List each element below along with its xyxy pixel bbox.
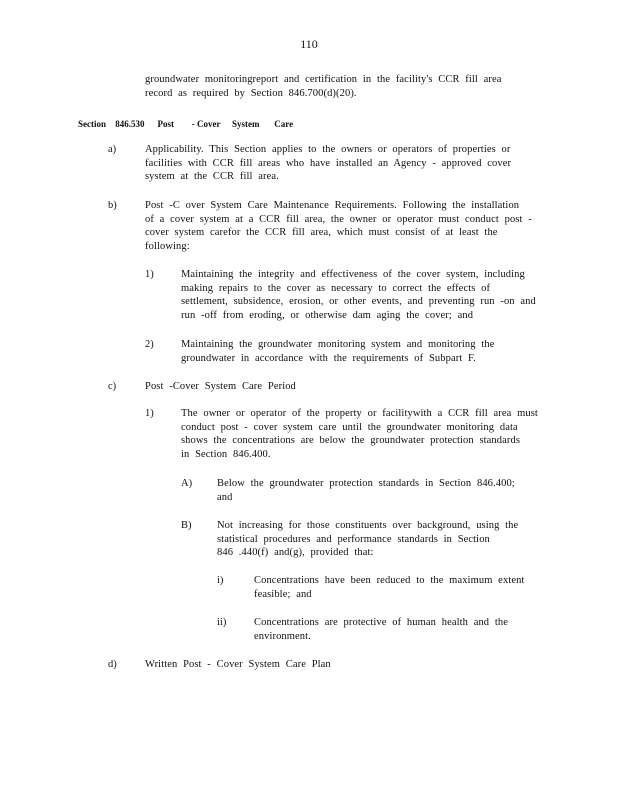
item-label-d: d) — [108, 659, 117, 670]
item-c1Bii-paragraph — [254, 616, 508, 643]
item-label-b1: 1) — [145, 269, 154, 280]
text-line: Maintaining the groundwater monitoring system and monitoring the — [181, 339, 495, 350]
item-c1-paragraph — [181, 407, 538, 461]
item-label-b2: 2) — [145, 339, 154, 350]
text-line: shows the concentrations are below the groundwater protection standards — [181, 435, 521, 446]
section-word: Section — [78, 119, 106, 129]
item-b2-paragraph — [181, 338, 494, 365]
item-a-paragraph — [145, 143, 511, 184]
text-line: statistical procedures and performance standards in Section — [217, 533, 490, 545]
text-line: 846 .440(f) and(g), provided that: — [217, 547, 374, 558]
text-line: conduct post - cover system care until the groundwater monitoring data — [181, 421, 518, 433]
section-title-part: Care — [274, 119, 294, 129]
text-line: run -off from eroding, or otherwise dam aging the cover; and — [181, 309, 474, 321]
text-line: Concentrations are protective of human health and the — [254, 617, 509, 628]
text-line: Below the groundwater protection standards in Section 846.400; — [217, 478, 515, 489]
text-line: Post -C over System Care Maintenance Requirements. Following the installation — [145, 200, 520, 211]
text-line: Maintaining the integrity and effectiveness of the cover system, including — [181, 269, 525, 280]
text-line: Applicability. This Section applies to the owners or operators of properties or — [145, 144, 511, 155]
section-title-part: Post — [157, 119, 174, 129]
item-label-c1Bi: i) — [217, 575, 224, 586]
text-line: Written Post - Cover System Care Plan — [145, 659, 331, 670]
section-number: 846.530 — [115, 119, 145, 129]
text-line: Not increasing for those constituents over background, using the — [217, 520, 519, 531]
text-line: record as required by Section 846.700(d)(20). — [145, 87, 357, 99]
text-line: Concentrations have been reduced to the maximum extent — [254, 575, 525, 586]
item-label-b: b) — [108, 200, 117, 211]
text-line: environment. — [254, 630, 311, 642]
text-line: groundwater monitoringreport and certification in the facility's CCR fill area — [145, 74, 502, 85]
item-c-heading — [145, 380, 296, 394]
item-c1B-paragraph — [217, 519, 518, 560]
section-title-part: - Cover — [191, 119, 221, 129]
item-c1Bi-paragraph — [254, 574, 524, 601]
item-b1-paragraph — [181, 268, 536, 322]
page-number: 110 — [300, 37, 318, 51]
item-label-c: c) — [108, 381, 117, 392]
item-label-c1B: B) — [181, 520, 192, 531]
text-line: following: — [145, 240, 190, 252]
text-line: of a cover system at a CCR fill area, the owner or operator must conduct post - — [145, 213, 532, 225]
continuation-paragraph — [145, 73, 502, 100]
text-line: making repairs to the cover as necessary to correct the effects of — [181, 282, 491, 294]
item-label-c1A: A) — [181, 478, 193, 489]
item-label-c1Bii: ii) — [217, 617, 227, 628]
item-d-heading — [145, 658, 331, 672]
item-c1A-paragraph — [217, 477, 515, 504]
text-line: Post -Cover System Care Period — [145, 381, 296, 392]
text-line: in Section 846.400. — [181, 448, 271, 460]
text-line: and — [217, 491, 233, 503]
text-line: facilities with CCR fill areas who have installed an Agency - approved cover — [145, 157, 512, 169]
text-line: feasible; and — [254, 588, 312, 600]
text-line: groundwater in accordance with the requirements of Subpart F. — [181, 352, 476, 364]
text-line: cover system carefor the CCR fill area, which must consist of at least the — [145, 227, 498, 238]
section-title-part: System — [232, 119, 260, 129]
item-b-paragraph — [145, 199, 532, 253]
text-line: The owner or operator of the property or facilitywith a CCR fill area must — [181, 408, 538, 419]
text-line: settlement, subsidence, erosion, or other events, and preventing run -on and — [181, 296, 536, 307]
section-heading — [78, 118, 293, 132]
item-label-a: a) — [108, 144, 117, 155]
item-label-c1: 1) — [145, 408, 154, 419]
text-line: system at the CCR fill area. — [145, 171, 279, 182]
